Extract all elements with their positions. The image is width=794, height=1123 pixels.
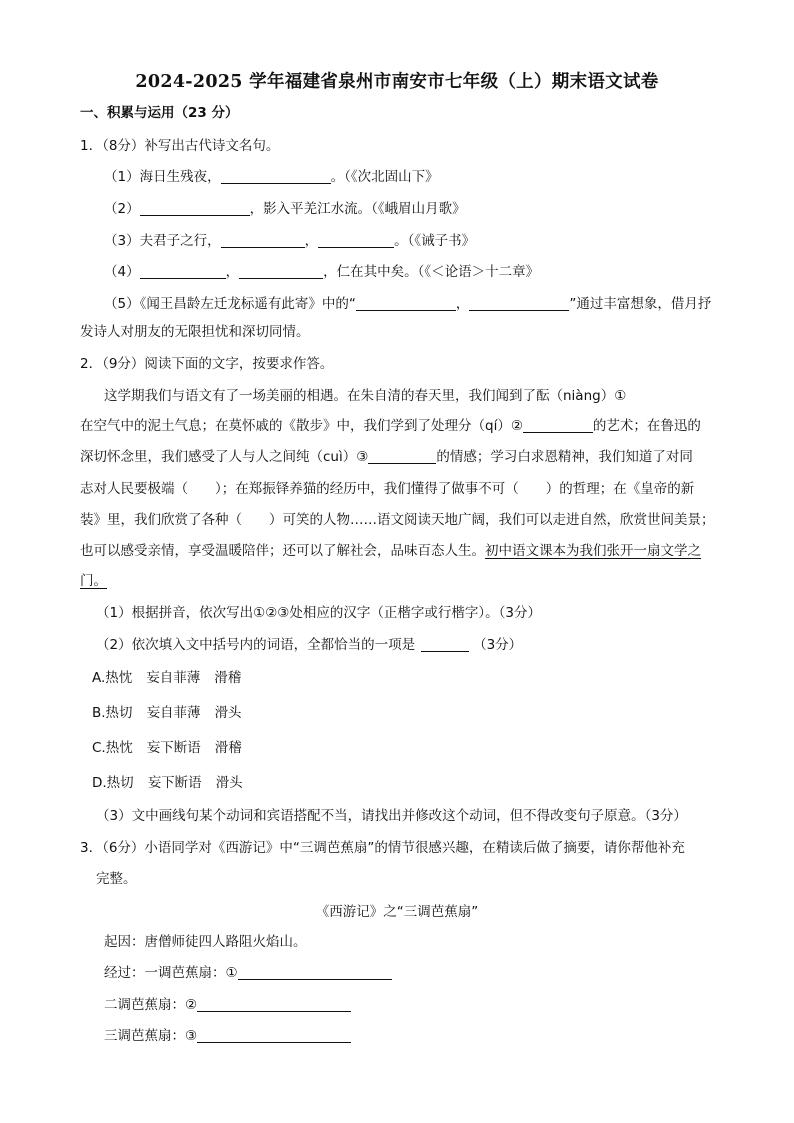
answer-blank[interactable] [140, 201, 250, 216]
q3-pass-2: 二调芭蕉扇：② [104, 995, 351, 1015]
q2-passage-line: 装》里，我们欣赏了各种（ ）可笑的人物……语文阅读天地广阔，我们可以走进自然，欣赏世间美景； [80, 512, 715, 528]
q1-item-1: （1）海日生残夜， 。（《次北固山下》 [104, 169, 439, 185]
underlined-sentence-end: 门。 [80, 573, 107, 589]
section-heading: 一、积累与运用（23 分） [80, 105, 239, 121]
answer-blank[interactable] [239, 264, 323, 279]
option-b[interactable]: B.热切 妄自菲薄 滑头 [92, 705, 242, 721]
q2-sub-1: （1）根据拼音，依次写出①②③处相应的汉字（正楷字或行楷字）。（3分） [96, 605, 541, 621]
q1-item-5-cont: 发诗人对朋友的无限担忧和深切同情。 [80, 324, 310, 340]
q3-cause: 起因：唐僧师徒四人路阻火焰山。 [104, 934, 307, 950]
answer-blank[interactable] [140, 264, 226, 279]
q2-passage-line: 也可以感受亲情，享受温暖陪伴；还可以了解社会，品味百态人生。初中语文课本为我们张开一扇文学之 [80, 543, 701, 559]
q2-passage-line: 这学期我们与语文有了一场美丽的相遇。在朱自清的春天里，我们闻到了酝（niàng）① [104, 388, 627, 404]
answer-blank[interactable] [421, 637, 469, 652]
option-d[interactable]: D.热切 妄下断语 滑头 [92, 775, 243, 791]
q1-item-3: （3）夫君子之行， ， 。（《诫子书》 [104, 233, 476, 249]
q2-sub-3: （3）文中画线句某个动词和宾语搭配不当，请找出并修改这个动词，但不得改变句子原意。（3分） [96, 808, 687, 824]
answer-blank[interactable] [356, 296, 456, 311]
answer-blank[interactable] [221, 169, 331, 184]
q1-item-4: （4） ， ，仁在其中矣。（《＜论语＞十二章》 [104, 264, 540, 280]
q2-passage-line: 深切怀念里，我们感受了人与人之间纯（cuì）③ 的情感；学习白求恩精神，我们知道了对同 [80, 449, 693, 465]
q1-item-5: （5）《闻王昌龄左迁龙标遥有此寄》中的“ ， ”通过丰富想象，借月抒 [104, 296, 712, 312]
answer-blank[interactable] [469, 296, 569, 311]
q3-stem-cont: 完整。 [96, 871, 137, 887]
q3-pass-3: 三调芭蕉扇：③ [104, 1026, 351, 1046]
option-c[interactable]: C.热忱 妄下断语 滑稽 [92, 740, 242, 756]
q3-stem: 3．（6分）小语同学对《西游记》中“三调芭蕉扇”的情节很感兴趣，在精读后做了摘要，请你帮他补充 [80, 840, 685, 856]
q3-pass-1: 经过：一调芭蕉扇：① [104, 963, 392, 983]
q1-item-2: （2） ，影入平羌江水流。（《峨眉山月歌》 [104, 201, 466, 217]
answer-blank[interactable] [368, 449, 436, 464]
q1-stem: 1．（8分）补写出古代诗文名句。 [80, 138, 280, 154]
answer-blank[interactable] [197, 1028, 351, 1043]
option-a[interactable]: A.热忱 妄自菲薄 滑稽 [92, 670, 242, 686]
answer-blank[interactable] [197, 997, 351, 1012]
answer-blank[interactable] [238, 965, 392, 980]
answer-blank[interactable] [221, 233, 305, 248]
q2-passage-line: 在空气中的泥土气息；在莫怀戚的《散步》中，我们学到了处理分（qí）② 的艺术；在鲁迅的 [80, 418, 701, 434]
exam-title: 2024-2025 学年福建省泉州市南安市七年级（上）期末语文试卷 [135, 72, 659, 92]
q2-stem: 2．（9分）阅读下面的文字，按要求作答。 [80, 356, 334, 372]
underlined-sentence: 初中语文课本为我们张开一扇文学之 [485, 543, 701, 559]
answer-blank[interactable] [523, 418, 593, 433]
q2-passage-line: 志对人民要极端（ ）；在郑振铎养猫的经历中，我们懂得了做事不可（ ）的哲理；在《皇帝的新 [80, 481, 695, 497]
q2-passage-line [80, 571, 107, 591]
q3-subtitle: 《西游记》之“三调芭蕉扇” [315, 904, 479, 920]
q2-sub-2: （2）依次填入文中括号内的词语，全都恰当的一项是 （3分） [96, 637, 523, 653]
answer-blank[interactable] [318, 233, 394, 248]
